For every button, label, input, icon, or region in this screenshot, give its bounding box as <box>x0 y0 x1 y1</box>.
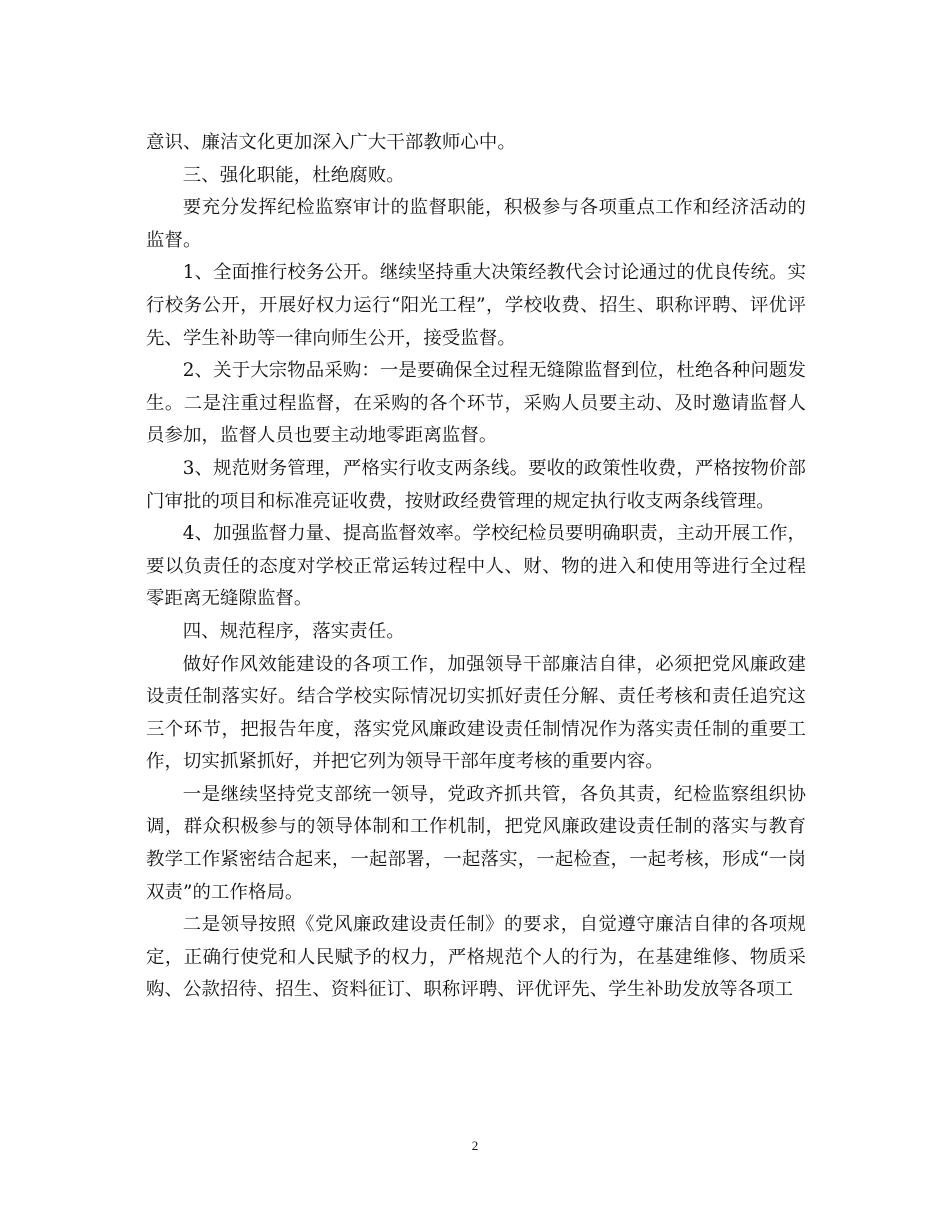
paragraph-intro-supervision: 要充分发挥纪检监察审计的监督职能，积极参与各项重点工作和经济活动的监督。 <box>146 197 806 251</box>
paragraph-item-3: 3、规范财务管理，严格实行收支两条线。要收的政策性收费，严格按物价部门审批的项目和标准亮证收费，按财政经费管理的规定执行收支两条线管理。 <box>146 457 806 512</box>
paragraph-item-2: 2、关于大宗物品采购：一是要确保全过程无缝隙监督到位，杜绝各种问题发生。二是注重过程监督，在采购的各个环节，采购人员要主动、及时邀请监督人员参加，监督人员也要主动地零距离监督。 <box>146 360 806 447</box>
paragraph-item-4: 4、加强监督力量、提高监督效率。学校纪检员要明确职责，主动开展工作，要以负责任的态度对学校正常运转过程中人、财、物的进入和使用等进行全过程零距离无缝隙监督。 <box>146 523 806 610</box>
section-heading-four: 四、规范程序，落实责任。 <box>182 620 405 642</box>
paragraph-responsibility: 做好作风效能建设的各项工作，加强领导干部廉洁自律，必须把党风廉政建设责任制落实好。结合学校实际情况切实抓好责任分解、责任考核和责任追究这三个环节，把报告年度，落实党风廉政建设责任制情况作为落实责任制的重要工作，切实抓紧抓好，并把它列为领导干部年度考核的重要内容。 <box>146 653 806 773</box>
page-number: 2 <box>471 1138 479 1153</box>
paragraph-second-point: 二是领导按照《党风廉政建设责任制》的要求，自觉遵守廉洁自律的各项规定，正确行使党和人民赋予的权力，严格规范个人的行为，在基建维修、物质采购、公款招待、招生、资料征订、职称评聘、评优评先、学生补助发放等各项工 <box>146 914 806 1001</box>
paragraph-item-1: 1、全面推行校务公开。继续坚持重大决策经教代会讨论通过的优良传统。实行校务公开，开展好权力运行“阳光工程”，学校收费、招生、职称评聘、评优评先、学生补助等一律向师生公开，接受监督。 <box>146 262 806 349</box>
paragraph-first-point: 一是继续坚持党支部统一领导，党政齐抓共管，各负其责，纪检监察组织协调，群众积极参与的领导体制和工作机制，把党风廉政建设责任制的落实与教育教学工作紧密结合起来，一起部署，一起落实，一起检查，一起考核，形成“一岗双责”的工作格局。 <box>146 783 806 903</box>
document-body <box>146 127 806 1007</box>
section-heading-three: 三、强化职能，杜绝腐败。 <box>182 164 405 186</box>
paragraph-continuation: 意识、廉洁文化更加深入广大干部教师心中。 <box>146 132 516 153</box>
